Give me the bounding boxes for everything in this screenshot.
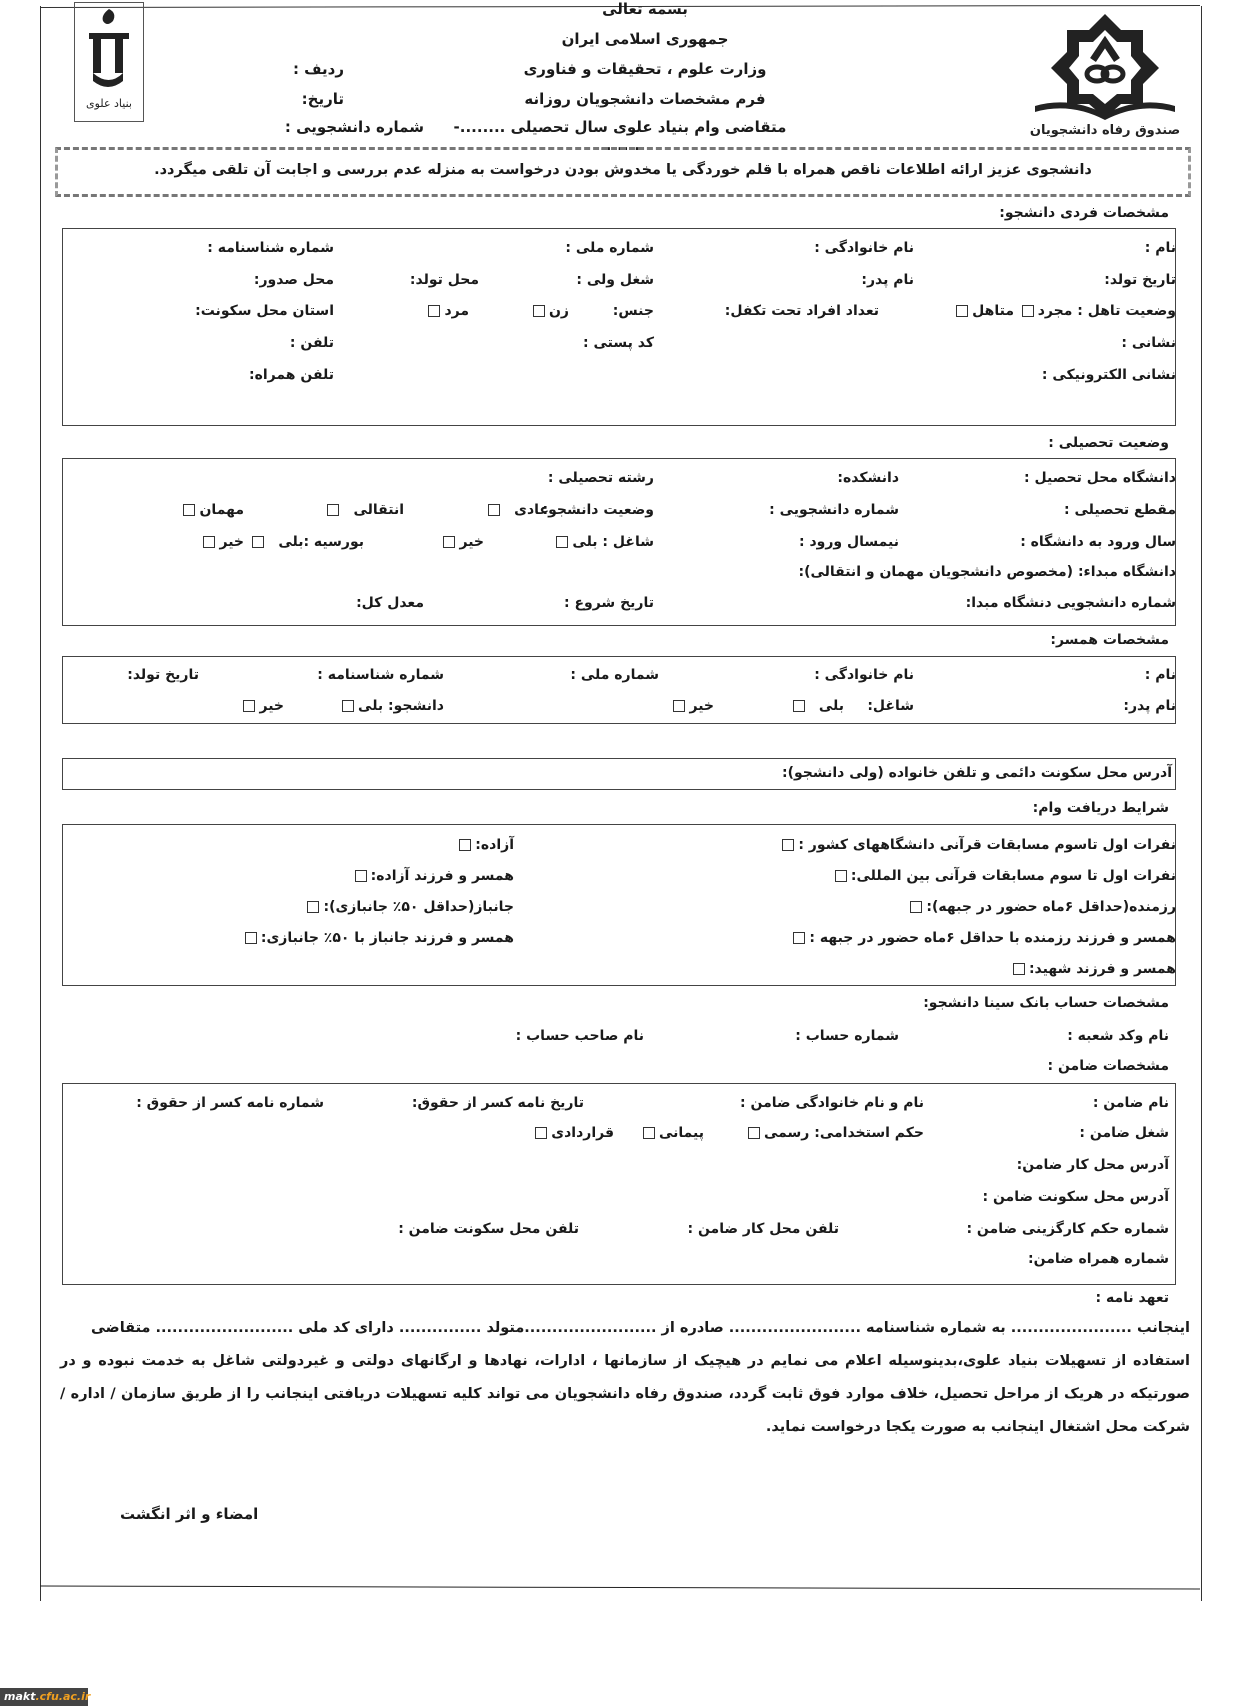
spouse-first-name-field[interactable]: نام :	[1144, 667, 1176, 683]
guardian-job-field[interactable]: شغل ولی :	[576, 272, 654, 288]
svg-text:صندوق رفاه دانشجویان: صندوق رفاه دانشجویان	[1029, 123, 1181, 138]
marital-married-option[interactable]	[952, 303, 1014, 319]
guarantor-full-name-field[interactable]: نام و نام خانوادگی ضامن :	[740, 1095, 924, 1111]
commitment-line1: اینجانب ...................... به شماره شناسنامه ........................ صادره از ........................متولد ............... دارای کد ملی ......................... متقاضی	[91, 1320, 1190, 1336]
spouse-employed-yes-checkbox[interactable]	[793, 700, 805, 712]
condition-label: نفرات اول تاسوم مسابقات قرآنی دانشگاههای کشور :	[798, 837, 1176, 853]
student-welfare-fund-logo	[1015, 8, 1195, 138]
condition-checkbox[interactable]	[782, 839, 794, 851]
condition-checkbox[interactable]	[245, 932, 257, 944]
phone-field[interactable]: تلفن :	[289, 335, 334, 351]
national-id-field[interactable]: شماره ملی :	[565, 240, 654, 256]
mobile-field[interactable]: تلفن همراه:	[249, 367, 334, 383]
faculty-field[interactable]: دانشکده:	[837, 470, 899, 486]
female-checkbox[interactable]	[533, 305, 545, 317]
account-holder-field[interactable]: نام صاحب حساب :	[515, 1028, 644, 1044]
row-label: ردیف :	[292, 60, 344, 78]
student-status-label: وضعیت دانشجو:	[542, 502, 654, 518]
status-regular-option[interactable]	[484, 502, 549, 518]
dependents-field[interactable]: تعداد افراد تحت تکفل:	[724, 303, 879, 319]
condition-label: آزاده:	[475, 837, 514, 853]
condition-label: همسر و فرزند جانباز با ۵۰٪ جانبازی:	[260, 930, 514, 946]
condition-quran-national[interactable]	[778, 837, 1176, 853]
employed-yes-label: شاغل : بلی	[572, 534, 654, 550]
spouse-employed-no-option[interactable]	[669, 698, 714, 714]
loan-conditions-title: شرایط دریافت وام:	[1032, 800, 1169, 816]
alavi-foundation-logo-icon	[75, 3, 143, 121]
married-checkbox[interactable]	[956, 305, 968, 317]
employment-official-checkbox[interactable]	[748, 1127, 760, 1139]
deduction-no-field[interactable]: شماره نامه کسر از حقوق :	[136, 1095, 324, 1111]
scholarship-no-option[interactable]	[199, 534, 244, 550]
employed-no-option[interactable]	[439, 534, 484, 550]
student-no-field[interactable]: شماره دانشجویی :	[769, 502, 899, 518]
guarantor-work-address-field[interactable]: آدرس محل کار ضامن:	[1016, 1157, 1169, 1173]
condition-label: همسر و فرزند آزاده:	[370, 868, 514, 884]
site-watermark	[0, 1688, 91, 1706]
birth-cert-no-field[interactable]: شماره شناسنامه :	[207, 240, 334, 256]
spouse-employed-no-checkbox[interactable]	[673, 700, 685, 712]
date-label: تاریخ:	[301, 90, 344, 108]
condition-quran-international[interactable]	[831, 868, 1176, 884]
hiring-order-no-field[interactable]: شماره حکم کارگزینی ضامن :	[966, 1221, 1169, 1237]
origin-university-field[interactable]: دانشگاه مبداء: (مخصوص دانشجویان مهمان و انتقالی):	[798, 564, 1176, 580]
spouse-national-id-field[interactable]: شماره ملی :	[570, 667, 659, 683]
employment-official-option[interactable]	[744, 1125, 924, 1141]
male-label: مرد	[444, 303, 469, 319]
condition-checkbox[interactable]	[793, 932, 805, 944]
degree-field[interactable]: مقطع تحصیلی :	[1063, 502, 1176, 518]
married-label: متاهل	[972, 303, 1014, 319]
transfer-checkbox[interactable]	[327, 504, 339, 516]
condition-disabled-veteran[interactable]	[303, 899, 514, 915]
country-name: جمهوری اسلامی ایران	[561, 30, 729, 48]
bismillah: بسمه تعالی	[602, 0, 688, 18]
svg-text:بنیاد علوی: بنیاد علوی	[86, 97, 132, 110]
employed-yes-checkbox[interactable]	[556, 536, 568, 548]
start-date-field[interactable]: تاریخ شروع :	[563, 595, 654, 611]
employed-no-label: خیر	[459, 534, 484, 550]
origin-student-no-field[interactable]: شماره دانشجویی دنشگاه مبدا:	[965, 595, 1176, 611]
scholarship-yes-label: بورسیه :بلی	[278, 534, 364, 550]
guarantor-name-field[interactable]: نام ضامن :	[1092, 1095, 1169, 1111]
condition-checkbox[interactable]	[459, 839, 471, 851]
scholarship-no-label: خیر	[219, 534, 244, 550]
guarantor-mobile-field[interactable]: شماره همراه ضامن:	[1028, 1251, 1169, 1267]
single-checkbox[interactable]	[1022, 305, 1034, 317]
entry-year-field[interactable]: سال ورود به دانشگاه :	[1020, 534, 1176, 550]
condition-martyr-family[interactable]	[1009, 961, 1176, 977]
watermark-prefix: makt	[4, 1690, 36, 1703]
gender-male-option[interactable]	[424, 303, 469, 319]
marital-single-option[interactable]	[1018, 303, 1176, 319]
spouse-employed-label: شاغل:	[867, 698, 914, 714]
address-field[interactable]: نشانی :	[1121, 335, 1176, 351]
spouse-employed-yes-label: بلی	[818, 698, 844, 714]
guarantor-box	[62, 1083, 1176, 1285]
university-field[interactable]: دانشگاه محل تحصیل :	[1024, 470, 1176, 486]
spouse-student-no-option[interactable]	[239, 698, 284, 714]
postal-code-field[interactable]: کد پستی :	[583, 335, 654, 351]
bank-section-title: مشخصات حساب بانک سینا دانشجو:	[923, 995, 1169, 1011]
commitment-title: تعهد نامه :	[1095, 1290, 1169, 1306]
spouse-employed-yes-option[interactable]	[789, 698, 844, 714]
notice-banner: دانشجوی عزیز ارائه اطلاعات ناقص همراه با قلم خوردگی یا مخدوش بودن درخواست به منزله عدم بررسی و اجابت آن تلقی میگردد.	[55, 147, 1191, 197]
major-field[interactable]: رشته تحصیلی :	[547, 470, 654, 486]
spouse-employed-no-label: خیر	[689, 698, 714, 714]
condition-freed-pow-family[interactable]	[351, 868, 514, 884]
condition-label: نفرات اول تا سوم مسابقات قرآنی بین المللی:	[850, 868, 1176, 884]
guest-checkbox[interactable]	[183, 504, 195, 516]
transfer-label: انتقالی	[353, 502, 404, 518]
condition-freed-pow[interactable]	[455, 837, 514, 853]
deduction-date-field[interactable]: تاریخ نامه کسر از حقوق:	[411, 1095, 584, 1111]
student-welfare-fund-logo-icon	[1015, 8, 1195, 138]
first-name-field[interactable]: نام :	[1144, 240, 1176, 256]
signature-label: امضاء و اثر انگشت	[120, 1505, 259, 1523]
spouse-student-yes-option[interactable]	[338, 698, 444, 714]
commitment-body: استفاده از تسهیلات بنیاد علوی،بدینوسیله اعلام می نمایم در هیچیک از سازمانها ، ادارات، نهادها و ارگانهای دولتی و غیردولتی شاغل به خدمت نبوده و در صورتیکه در هریک از مراحل تحصیل، خلاف موارد فوق ثابت گردد، صندوق رفاه دانشجویان می تواند کلیه تسهیلات دریافتی اینجانب را از طریق سازمان / اداره / شرکت محل اشتغال اینجانب به صورت یکجا درخواست نماید.	[60, 1353, 1190, 1435]
condition-label: همسر و فرزند رزمنده با حداقل ۶ماه حضور در جبهه :	[809, 930, 1176, 946]
employment-official-label: حکم استخدامی: رسمی	[763, 1125, 924, 1141]
issue-place-field[interactable]: محل صدور:	[253, 272, 334, 288]
entry-semester-field[interactable]: نیمسال ورود :	[798, 534, 899, 550]
male-checkbox[interactable]	[428, 305, 440, 317]
spouse-section-title: مشخصات همسر:	[1050, 632, 1169, 648]
email-field[interactable]: نشانی الکترونیکی :	[1041, 367, 1176, 383]
personal-box	[62, 228, 1176, 426]
spouse-last-name-field[interactable]: نام خانوادگی :	[814, 667, 914, 683]
province-field[interactable]: استان محل سکونت:	[195, 303, 334, 319]
spouse-student-no-checkbox[interactable]	[243, 700, 255, 712]
status-transfer-option[interactable]	[323, 502, 404, 518]
student-number-label: شماره دانشجویی :	[284, 118, 424, 136]
condition-label: رزمنده(حداقل ۶ماه حضور در جبهه):	[926, 899, 1176, 915]
gender-label: جنس:	[612, 303, 654, 319]
condition-disabled-veteran-family[interactable]	[241, 930, 514, 946]
family-address-field[interactable]: آدرس محل سکونت دائمی و تلفن خانواده (ولی دانشجو):	[781, 765, 1172, 781]
condition-checkbox[interactable]	[910, 901, 922, 913]
birth-place-field[interactable]: محل تولد:	[409, 272, 479, 288]
employment-contract-option[interactable]	[639, 1125, 704, 1141]
guarantor-home-phone-field[interactable]: تلفن محل سکونت ضامن :	[398, 1221, 579, 1237]
watermark-domain: .cfu.ac.ir	[35, 1690, 91, 1703]
condition-veteran-family[interactable]	[789, 930, 1176, 946]
spouse-birth-date-field[interactable]: تاریخ تولد:	[127, 667, 199, 683]
applicant-line: متقاضی وام بنیاد علوی سال تحصیلی ........- .........	[453, 118, 787, 154]
birth-date-field[interactable]: تاریخ تولد:	[1104, 272, 1176, 288]
ministry-name: وزارت علوم ، تحقیقات و فناوری	[523, 60, 767, 78]
guarantor-job-field[interactable]: شغل ضامن :	[1079, 1125, 1169, 1141]
condition-label: جانباز(حداقل ۵۰٪ جانبازی):	[323, 899, 514, 915]
guarantor-work-phone-field[interactable]: تلفن محل کار ضامن :	[687, 1221, 839, 1237]
female-label: زن	[548, 303, 569, 319]
alavi-foundation-logo	[74, 2, 144, 122]
guest-label: مهمان	[199, 502, 244, 518]
guarantor-home-address-field[interactable]: آدرس محل سکونت ضامن :	[982, 1189, 1169, 1205]
condition-label: همسر و فرزند شهید:	[1028, 961, 1176, 977]
last-name-field[interactable]: نام خانوادگی :	[814, 240, 914, 256]
spouse-father-name-field[interactable]: نام پدر:	[1123, 698, 1176, 714]
employment-temporary-option[interactable]	[531, 1125, 614, 1141]
regular-checkbox[interactable]	[488, 504, 500, 516]
account-no-field[interactable]: شماره حساب :	[795, 1028, 899, 1044]
employed-no-checkbox[interactable]	[443, 536, 455, 548]
regular-label: عادی	[514, 502, 549, 518]
status-guest-option[interactable]	[179, 502, 244, 518]
gpa-field[interactable]: معدل کل:	[356, 595, 424, 611]
scholarship-yes-checkbox[interactable]	[252, 536, 264, 548]
employment-contract-checkbox[interactable]	[643, 1127, 655, 1139]
spouse-student-no-label: خیر	[259, 698, 284, 714]
guarantor-section-title: مشخصات ضامن :	[1047, 1058, 1169, 1074]
condition-checkbox[interactable]	[307, 901, 319, 913]
father-name-field[interactable]: نام پدر:	[861, 272, 914, 288]
employment-contract-label: پیمانی	[658, 1125, 704, 1141]
education-section-title: وضعیت تحصیلی :	[1048, 435, 1169, 451]
condition-checkbox[interactable]	[1013, 963, 1025, 975]
employment-temporary-checkbox[interactable]	[535, 1127, 547, 1139]
employment-temporary-label: قراردادی	[551, 1125, 614, 1141]
gender-female-option[interactable]	[529, 303, 569, 319]
spouse-birth-cert-field[interactable]: شماره شناسنامه :	[317, 667, 444, 683]
marital-label: وضعیت تاهل : مجرد	[1037, 303, 1176, 319]
scholarship-no-checkbox[interactable]	[203, 536, 215, 548]
personal-section-title: مشخصات فردی دانشجو:	[999, 205, 1169, 221]
branch-field[interactable]: نام وکد شعبه :	[1067, 1028, 1169, 1044]
condition-checkbox[interactable]	[835, 870, 847, 882]
condition-checkbox[interactable]	[355, 870, 367, 882]
form-title: فرم مشخصات دانشجویان روزانه	[524, 90, 766, 108]
spouse-student-yes-checkbox[interactable]	[342, 700, 354, 712]
condition-veteran[interactable]	[906, 899, 1176, 915]
employed-yes-option[interactable]	[552, 534, 654, 550]
scholarship-yes-option[interactable]	[248, 534, 364, 550]
spouse-student-yes-label: دانشجو: بلی	[358, 698, 444, 714]
